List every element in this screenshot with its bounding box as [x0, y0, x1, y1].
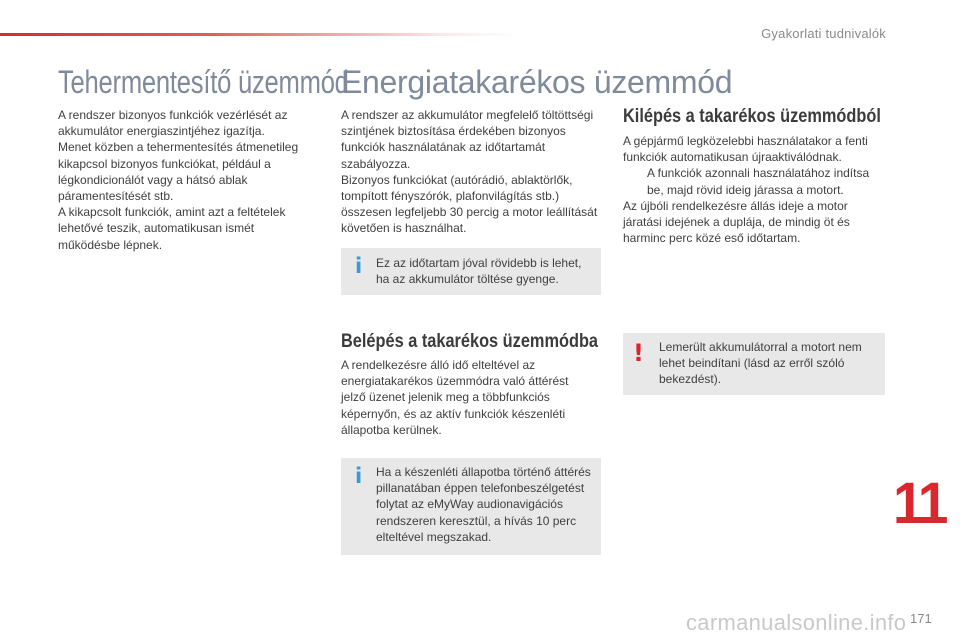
paragraph: A gépjármű legközelebbi használatakor a fenti funkciók automatikusan újraaktiválódnak.	[623, 134, 868, 165]
warning-box-dead-battery	[623, 333, 885, 395]
paragraph: A rendszer bizonyos funkciók vezérlését az akkumulátor energiaszintjéhez igazítja.	[58, 108, 288, 139]
paragraph: Az újbóli rendelkezésre állás ideje a motor járatási idejének a duplája, de mindig öt és harminc perc közé eső időtartam.	[623, 198, 850, 246]
title-load-reduction: Tehermentesítő üzemmód	[58, 64, 349, 100]
bullet-icon	[623, 165, 647, 197]
paragraph: A kikapcsolt funkciók, amint azt a feltételek lehetővé teszik, automatikusan ismét működésbe lépnek.	[58, 205, 286, 252]
heading-exiting-mode: Kilépés a takarékos üzemmódból	[623, 106, 881, 127]
warning-box-text: Lemerült akkumulátorral a motort nem lehet beindítani (lásd az erről szóló bekezdést).	[659, 340, 862, 387]
watermark: carmanualsonline.info	[686, 610, 907, 635]
paragraph: A rendszer az akkumulátor megfelelő töltöttségi szintjének biztosítása érdekében bizonyos funkciók használatának az időtartamát szabályozza.	[341, 108, 594, 171]
bullet-item	[623, 165, 885, 197]
info-box-phone-call	[341, 458, 601, 555]
entering-mode-text: A rendelkezésre álló idő elteltével az energiatakarékos üzemmódra való áttérést jelző üzenet jelenik meg a többfunkciós képernyőn, és az aktív funkciók készenléti állapotba kerülnek.	[341, 358, 569, 437]
info-box-duration	[341, 248, 601, 295]
info-icon: i	[355, 464, 363, 488]
bullet-text: A funkciók azonnali használatához indítsa be, majd rövid ideig járassa a motort.	[647, 166, 870, 197]
info-icon: i	[355, 254, 363, 278]
exiting-mode-text	[623, 133, 885, 246]
chapter-number: 11	[893, 471, 946, 536]
info-box-text: Ez az időtartam jóval rövidebb is lehet, ha az akkumulátor töltése gyenge.	[376, 256, 582, 287]
heading-entering-mode: Belépés a takarékos üzemmódba	[341, 331, 599, 352]
info-box-text: Ha a készenléti állapotba történő áttérés pillanatában éppen telefonbeszélgetést folytat az eMyWay audionavigációs rendszeren keresztül, a hívás 10 perc elteltével megszakad.	[376, 465, 591, 544]
load-reduction-text	[58, 107, 313, 253]
section-label: Gyakorlati tudnivalók	[761, 26, 886, 41]
paragraph: Bizonyos funkciókat (autórádió, ablaktörlők, tompított fényszórók, plafonvilágítás stb.) összesen legfeljebb 30 percig a motor leállítását követően is használhat.	[341, 172, 598, 236]
energy-saving-text	[341, 107, 603, 237]
header-accent-bar	[0, 33, 520, 36]
page-number: 171	[910, 611, 932, 626]
warning-icon: !	[633, 339, 644, 367]
paragraph: Menet közben a tehermentesítés átmenetileg kikapcsol bizonyos funkciókat, például a légkondicionálót vagy a hátsó ablak páramentesítését stb.	[58, 140, 299, 204]
title-energy-saving: Energiatakarékos üzemmód	[341, 64, 733, 100]
